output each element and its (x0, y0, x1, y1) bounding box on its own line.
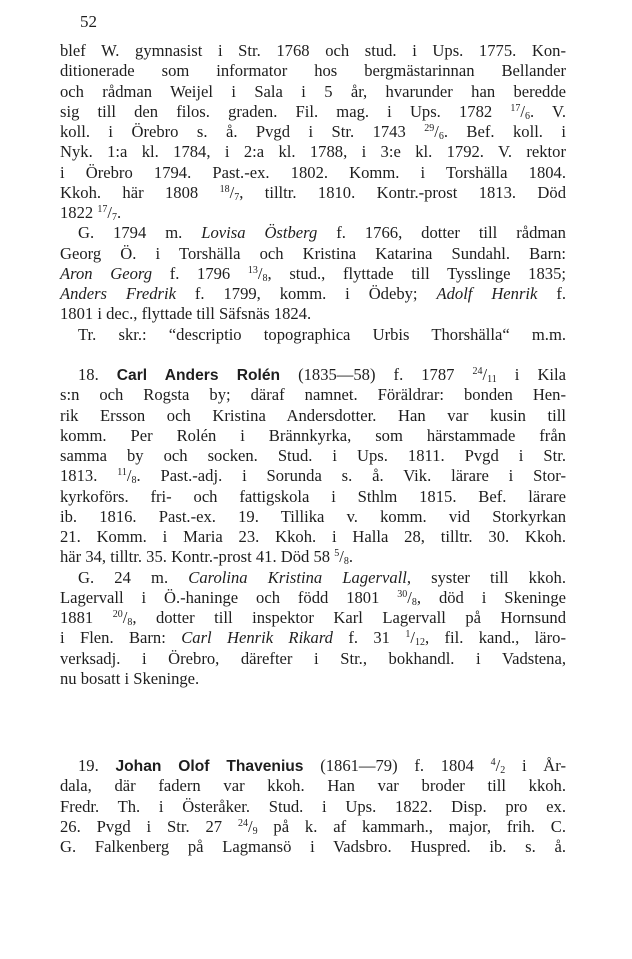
text-line: sig till den filos. graden. Fil. mag. i Ups. 1782 $^{17}/_6$. V. (60, 101, 566, 122)
spouse-name: Carolina Kristina Lagervall (188, 567, 407, 587)
text-line: verksadj. i Örebro, därefter i Str., bokhandl. i Vadstena, (60, 648, 566, 668)
text-line: Fredr. Th. i Österåker. Stud. i Ups. 1822. Disp. pro ex. (60, 796, 566, 816)
text-line: Kkoh. här 1808 $^{18}/_7$, tilltr. 1810. Kontr.-prost 1813. Död (60, 182, 566, 203)
child-name: Aron Georg (60, 263, 153, 283)
text-line: 1801 i dec., flyttade till Säfsnäs 1824. (60, 304, 312, 324)
text-line: 1881 $^{20}/_8$, dotter till inspektor Karl Lagervall på Hornsund (60, 608, 566, 628)
child-name: Anders Fredrik (60, 284, 176, 303)
text-line: 1822 $^{17}/_7$. (60, 203, 122, 223)
text-line: komm. Per Rolén i Brännkyrka, som härstammade från (60, 425, 566, 445)
page-number: 52 (80, 12, 97, 31)
entry-number: 19. (78, 756, 99, 775)
text-line: i Örebro 1794. Past.-ex. 1802. Komm. i Torshälla 1804. (60, 162, 566, 182)
biography-entry-19 (60, 756, 566, 857)
entry-number: 18. (78, 365, 99, 384)
text-line: samma by och socken. Stud. i Ups. 1811. Pvgd i Str. (60, 446, 566, 465)
text-line: Tr. skr.: “descriptio topographica Urbis Thorshälla“ m.m. (78, 324, 566, 344)
child-name: Carl Henrik Rikard (181, 628, 333, 648)
biography-entry-17-continued (60, 41, 566, 345)
text-line: Georg Ö. i Torshälla och Kristina Katarina Sundahl. Barn: (60, 243, 566, 263)
biography-entry-18 (60, 365, 566, 689)
text-line: 26. Pvgd i Str. 27 $^{24}/_9$ på k. af kammarh., major, frih. C. (60, 816, 566, 837)
text-line: i Flen. Barn: Carl Henrik Rikard f. 31 $^1/_{12}$, fil. kand., läro- (60, 628, 566, 649)
text-line: G. 1794 m. Lovisa Östberg f. 1766, dotter till rådman (78, 223, 566, 243)
text-line: rik Ersson och Kristina Andersdotter. Han var kusin till (60, 405, 566, 425)
child-name: Adolf Henrik (436, 284, 538, 303)
person-name: Carl Anders Rolén (116, 367, 281, 384)
text-line: 21. Komm. i Maria 23. Kkoh. i Halla 28, tilltr. 30. Kkoh. (60, 527, 566, 546)
text-line: Aron Georg f. 1796 $^{13}/_8$, stud., flyttade till Tysslinge 1835; (60, 263, 566, 284)
text-line: G. Falkenberg på Lagmansö i Vadsbro. Huspred. ib. s. å. (60, 837, 566, 856)
text-line: Anders Fredrik f. 1799, komm. i Ödeby; Adolf Henrik f. (60, 284, 566, 303)
text-line: 1813. $^{11}/_8$. Past.-adj. i Sorunda s. å. Vik. lärare i Stor- (60, 466, 566, 487)
text-line: Nyk. 1:a kl. 1784, i 2:a kl. 1788, i 3:e kl. 1792. V. rektor (60, 142, 566, 162)
text-line: Lagervall i Ö.-haninge och född 1801 $^{30}/_8$, död i Skeninge (60, 587, 566, 608)
text-line: nu bosatt i Skeninge. (60, 668, 200, 688)
person-name: Johan Olof Thavenius (115, 758, 304, 775)
text-line: s:n och Rogsta by; däraf namnet. Föräldrar: bonden Hen- (60, 385, 566, 405)
entry-heading-line: 18. Carl Anders Rolén (1835—58) f. 1787 $^{24}/_{11}$ i Kila (78, 365, 567, 385)
text-line: ib. 1816. Past.-ex. 19. Tillika v. komm. vid Storkyrkan (60, 506, 566, 526)
text-line: dala, där fadern var kkoh. Han var broder till kkoh. (60, 776, 566, 796)
text-line: blef W. gymnasist i Str. 1768 och stud. i Ups. 1775. Kon- (60, 41, 566, 60)
text-line: här 34, tilltr. 35. Kontr.-prost 41. Död 58 $^5/_8$. (60, 547, 354, 568)
text-line: koll. i Örebro s. å. Pvgd i Str. 1743 $^{29}/_6$. Bef. koll. i (60, 122, 567, 142)
text-line: ditionerade som informator hos bergmästarinnan Bellander (60, 61, 566, 81)
text-line: G. 24 m. Carolina Kristina Lagervall, syster till kkoh. (78, 567, 566, 587)
text-line: och rådman Weijel i Sala i 5 år, hvarunder han beredde (60, 81, 566, 101)
entry-heading-line: 19. Johan Olof Thavenius (1861—79) f. 1804 $^4/_2$ i År- (78, 756, 567, 776)
spouse-name: Lovisa Östberg (201, 223, 318, 243)
text-line: kyrkoförs. fri- och fattigskola i Sthlm 1815. Bef. lärare (60, 486, 566, 506)
